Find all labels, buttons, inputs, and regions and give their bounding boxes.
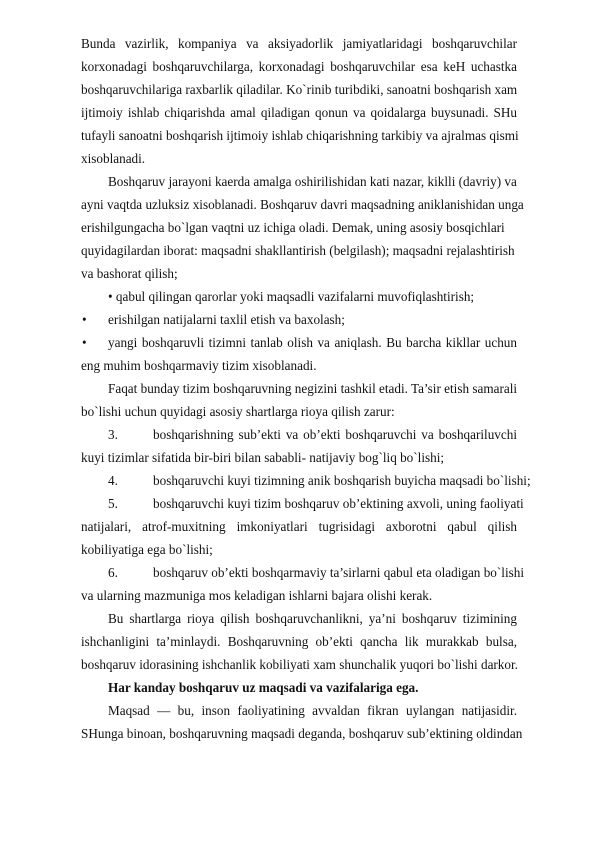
paragraph-line: quyidagilardan iborat: maqsadni shakllantirish (belgilash); maqsadni rejalashtirish [81, 243, 515, 258]
paragraph-line: tufayli sanoatni boshqarish ijtimoiy ishlab chiqarishning tarkibiy va ajralmas qismi [81, 128, 519, 143]
paragraph-line: boshqaruvchilariga raxbarlik qiladilar. Ko`rinib turibdiki, sanoatni boshqarish xam [81, 82, 518, 97]
paragraph-line: ayni vaqtda uzluksiz xisoblanadi. Boshqaruv davri maqsadning aniklanishidan unga [81, 197, 524, 212]
bullet-marker: • [82, 335, 87, 350]
paragraph-line: Bunda vazirlik, kompaniya va aksiyadorlik jamiyatlaridagi boshqaruvchilar [81, 36, 517, 51]
paragraph-line: ishchanligini ta’minlaydi. Boshqaruvning ob’ekti qancha lik murakkab bulsa, [81, 634, 517, 649]
item-number: 5. [108, 496, 118, 511]
paragraph-line: SHunga binoan, boshqaruvning maqsadi deganda, boshqaruv sub’ektining oldindan [81, 726, 523, 741]
paragraph-line: va ularning mazmuniga mos keladigan ishlarni bajara olishi kerak. [81, 588, 433, 603]
list-item-text: erishilgan natijalarni taxlil etish va baxolash; [108, 312, 345, 327]
paragraph-line: korxonadagi boshqaruvchilarga, korxonadagi boshqaruvchilar esa keH uchastka [81, 59, 517, 74]
paragraph-line: Bu shartlarga rioya qilish boshqaruvchanlikni, ya’ni boshqaruv tizimining [108, 611, 517, 626]
item-number: 4. [108, 473, 118, 488]
list-item: • qabul qilingan qarorlar yoki maqsadli vazifalarni muvofiqlashtirish; [108, 289, 475, 304]
bullet-marker: • [82, 312, 87, 327]
item-number: 3. [108, 427, 118, 442]
paragraph-line: xisoblanadi. [81, 151, 146, 166]
bold-heading: Har kanday boshqaruv uz maqsadi va vazifalariga ega. [108, 680, 419, 695]
item-text: boshqaruvchi kuyi tizimning anik boshqarish buyicha maqsadi bo`lishi; [153, 473, 531, 488]
paragraph-line: kobiliyatiga ega bo`lishi; [81, 542, 213, 557]
paragraph-line: natijalari, atrof-muxitning imkoniyatlari tugrisidagi axborotni qabul qilish [81, 519, 517, 534]
item-number: 6. [108, 565, 118, 580]
paragraph-line: boshqaruv idorasining ishchanlik kobiliyati xam shunchalik yuqori bo`lishi darkor. [81, 657, 518, 672]
paragraph-line: Boshqaruv jarayoni kaerda amalga oshirilishidan kati nazar, kiklli (davriy) va [108, 174, 517, 189]
paragraph-line: erishilgungacha bo`lgan vaqtni uz ichiga oladi. Demak, uning asosiy bosqichlari [81, 220, 505, 235]
paragraph-line: kuyi tizimlar sifatida bir-biri bilan sababli- natijaviy bog`liq bo`lishi; [81, 450, 445, 465]
paragraph-line: va bashorat qilish; [81, 266, 178, 281]
paragraph-line: Maqsad — bu, inson faoliyatining avvaldan fikran uylangan natijasidir. [108, 703, 517, 718]
paragraph-line: bo`lishi uchun quyidagi asosiy shartlarga rioya qilish zarur: [81, 404, 395, 419]
item-text: boshqaruv ob’ekti boshqarmaviy ta’sirlarni qabul eta oladigan bo`lishi [153, 565, 524, 580]
paragraph-line: ijtimoiy ishlab chiqarishda amal qiladigan qonun va qoidalarga buysunadi. SHu [81, 105, 517, 120]
item-text: boshqaruvchi kuyi tizim boshqaruv ob’ektining axvoli, uning faoliyati [153, 496, 524, 511]
paragraph-line: Faqat bunday tizim boshqaruvning negizini tashkil etadi. Ta’sir etish samarali [108, 381, 518, 396]
item-text: boshqarishning sub’ekti va ob’ekti boshqaruvchi va boshqariluvchi [153, 427, 517, 442]
list-item-text: yangi boshqaruvli tizimni tanlab olish va aniqlash. Bu barcha kikllar uchun [108, 335, 517, 350]
paragraph-line: eng muhim boshqarmaviy tizim xisoblanadi. [81, 358, 317, 373]
